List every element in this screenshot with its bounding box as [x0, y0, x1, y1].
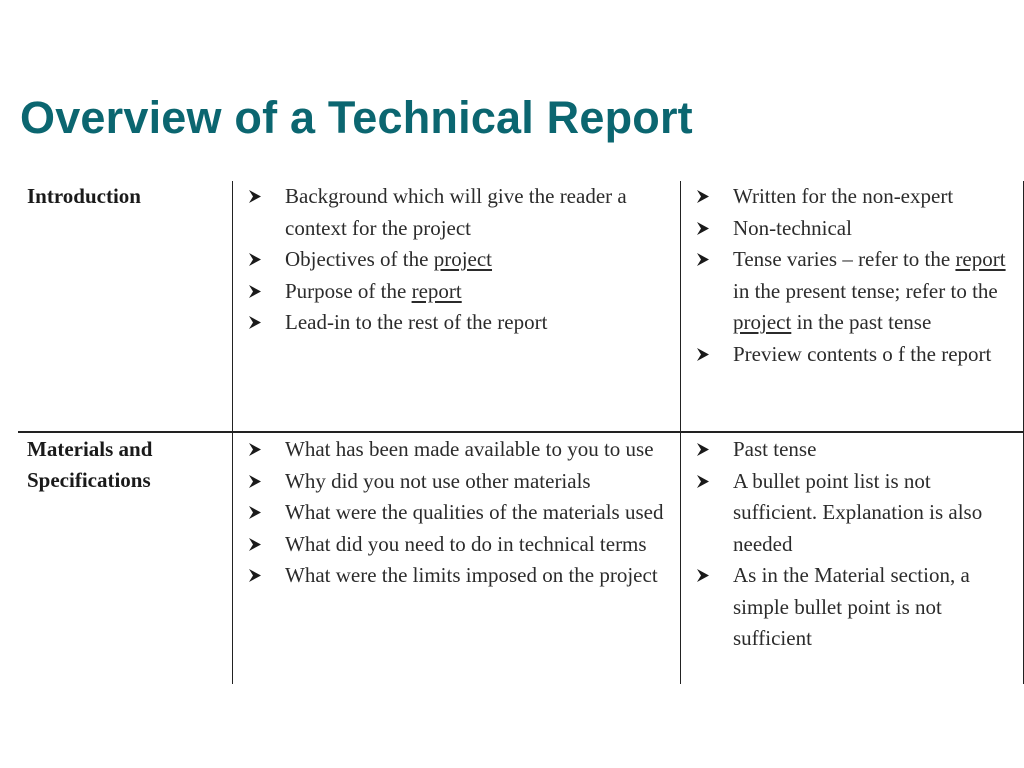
bullet-text: Non-technical — [733, 215, 852, 240]
arrowhead-bullet-icon — [694, 434, 712, 465]
arrowhead-bullet-icon — [246, 560, 264, 591]
arrowhead-bullet-icon — [694, 560, 712, 591]
underlined-text: report — [955, 247, 1006, 271]
arrowhead-bullet-icon — [246, 244, 264, 275]
bullet-text: Past tense — [733, 437, 817, 461]
bullet-text: What were the qualities of the materials used — [285, 500, 664, 524]
bullet-item — [680, 560, 1020, 655]
bullet-text: Why did you not use other materials — [285, 468, 591, 493]
arrowhead-bullet-icon — [246, 276, 264, 307]
underlined-text: project — [433, 247, 493, 271]
underlined-text: project — [733, 310, 792, 334]
arrowhead-bullet-icon — [246, 497, 264, 528]
bullet-text: A bullet point list is not sufficient. Explanation is also needed — [733, 468, 983, 556]
page-title: Overview of a Technical Report — [20, 92, 693, 143]
bullet-text: in the present tense; refer to the — [733, 278, 998, 303]
bullet-text: Background which will give the reader a context for the project — [285, 184, 627, 240]
report-overview-table — [18, 181, 1024, 684]
arrowhead-bullet-icon — [246, 307, 264, 338]
arrowhead-bullet-icon — [246, 466, 264, 497]
materials-notes-list — [680, 434, 1020, 655]
bullet-text: Purpose of the — [285, 278, 412, 303]
bullet-item — [232, 466, 677, 498]
bullet-item — [232, 276, 677, 308]
bullet-item — [232, 434, 677, 466]
introduction-notes-list — [680, 181, 1020, 370]
bullet-text: What has been made available to you to use — [285, 437, 654, 461]
bullet-item — [232, 497, 677, 529]
arrowhead-bullet-icon — [694, 213, 712, 244]
bullet-text: What did you need to do in technical terms — [285, 531, 647, 556]
bullet-item — [232, 181, 677, 244]
arrowhead-bullet-icon — [694, 244, 712, 275]
bullet-text: As in the Material section, a simple bullet point is not sufficient — [733, 563, 970, 650]
bullet-text: Objectives of the — [285, 247, 434, 271]
bullet-item — [680, 244, 1020, 339]
introduction-content-cell — [232, 181, 677, 339]
arrowhead-bullet-icon — [246, 181, 264, 212]
row-label-introduction — [27, 181, 227, 212]
bullet-text: Tense varies – refer to the — [733, 247, 956, 271]
bullet-text: Written for the non-expert — [733, 184, 954, 208]
materials-content-list — [232, 434, 677, 592]
row-label-materials-specifications — [27, 434, 227, 496]
arrowhead-bullet-icon — [246, 529, 264, 560]
arrowhead-bullet-icon — [246, 434, 264, 465]
introduction-content-list — [232, 181, 677, 339]
bullet-item — [680, 213, 1020, 245]
bullet-item — [232, 560, 677, 592]
introduction-notes-cell — [680, 181, 1020, 370]
bullet-item — [680, 339, 1020, 371]
bullet-text: Preview contents o f the report — [733, 341, 992, 366]
materials-content-cell — [232, 434, 677, 592]
arrowhead-bullet-icon — [694, 339, 712, 370]
underlined-text: report — [411, 278, 462, 303]
bullet-item — [232, 307, 677, 339]
arrowhead-bullet-icon — [694, 466, 712, 497]
arrowhead-bullet-icon — [694, 181, 712, 212]
materials-notes-cell — [680, 434, 1020, 655]
bullet-text: What were the limits imposed on the project — [285, 563, 658, 587]
bullet-item — [232, 529, 677, 561]
bullet-item — [680, 466, 1020, 561]
bullet-text: in the past tense — [791, 310, 932, 334]
row-label-line: Specifications — [27, 468, 151, 492]
bullet-item — [680, 181, 1020, 213]
row-label-line: Materials and — [27, 437, 153, 461]
bullet-text: Lead-in to the rest of the report — [285, 310, 548, 334]
bullet-item — [232, 244, 677, 276]
row-label-line: Introduction — [27, 184, 141, 208]
row-divider — [18, 431, 1024, 433]
bullet-item — [680, 434, 1020, 466]
